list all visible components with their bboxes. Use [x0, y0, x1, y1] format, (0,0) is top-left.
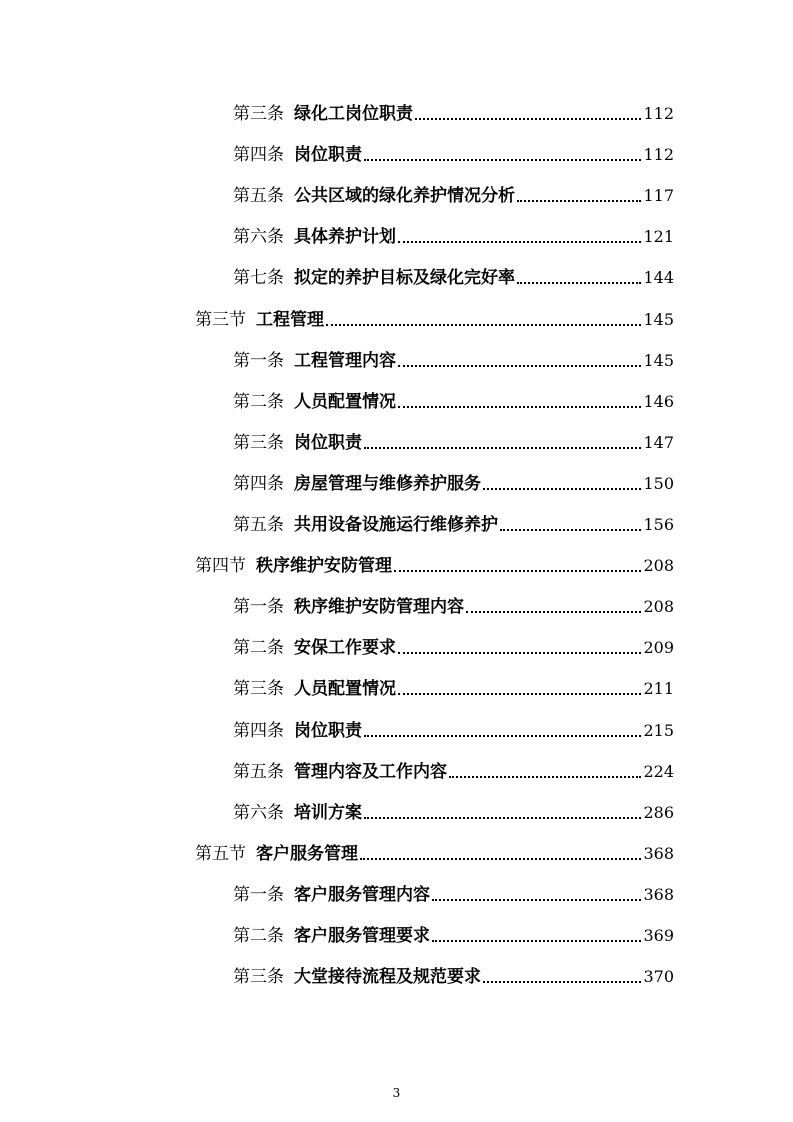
- toc-entry-number: 第四节: [195, 556, 246, 577]
- toc-leader-dots: [364, 447, 641, 449]
- toc-entry-page: 112: [643, 104, 674, 123]
- toc-entry-number: 第五条: [233, 515, 284, 535]
- toc-entry-label: [233, 596, 464, 618]
- toc-entry-page: 145: [643, 350, 674, 370]
- toc-entry[interactable]: [233, 919, 674, 947]
- toc-entry-page: 156: [643, 515, 674, 534]
- toc-entry-page: 208: [643, 597, 674, 617]
- toc-entry[interactable]: [233, 97, 674, 125]
- toc-entry-title: 秩序维护安防管理: [256, 556, 392, 577]
- toc-entry[interactable]: [233, 590, 674, 618]
- toc-leader-dots: [398, 365, 641, 367]
- toc-entry-title: 岗位职责: [294, 145, 362, 166]
- toc-entry-label: [233, 185, 515, 207]
- toc-entry-label: [195, 555, 392, 577]
- toc-entry-page: 369: [643, 926, 674, 945]
- toc-entry-title: 共用设备设施运行维修养护: [294, 515, 498, 535]
- toc-entry-label: [233, 514, 498, 536]
- toc-entry-page: 146: [643, 391, 674, 411]
- toc-entry-label: [233, 678, 396, 700]
- toc-entry-number: 第六条: [233, 802, 284, 823]
- toc-leader-dots: [415, 118, 641, 120]
- toc-entry-title: 具体养护计划: [294, 227, 396, 248]
- toc-entry-page: 147: [643, 432, 674, 452]
- toc-entry-title: 安保工作要求: [294, 638, 396, 659]
- toc-entry-label: [233, 144, 362, 166]
- toc-entry[interactable]: [233, 672, 674, 700]
- toc-entry-page: 209: [643, 638, 674, 658]
- toc-entry-number: 第一条: [233, 597, 284, 618]
- toc-entry-number: 第五条: [233, 186, 284, 207]
- toc-entry-label: [233, 720, 362, 742]
- toc-entry[interactable]: [233, 426, 674, 454]
- toc-entry-number: 第三条: [233, 967, 284, 988]
- toc-leader-dots: [483, 488, 641, 490]
- toc-entry[interactable]: [233, 755, 674, 783]
- toc-entry-title: 公共区域的绿化养护情况分析: [294, 186, 515, 207]
- toc-entry[interactable]: [233, 179, 674, 207]
- toc-entry[interactable]: [233, 138, 674, 166]
- toc-entry-page: 144: [643, 268, 674, 288]
- toc-entry[interactable]: [233, 714, 674, 742]
- toc-entry[interactable]: [233, 467, 674, 495]
- toc-entry-number: 第二条: [233, 638, 284, 659]
- toc-leader-dots: [364, 159, 641, 161]
- toc-entry-number: 第七条: [233, 268, 284, 289]
- toc-entry-title: 工程管理: [256, 309, 324, 330]
- toc-entry-label: [195, 843, 358, 865]
- toc-entry-page: 368: [643, 843, 674, 863]
- toc-entry-number: 第三条: [233, 679, 284, 700]
- toc-leader-dots: [466, 611, 641, 613]
- toc-entry-label: [233, 391, 396, 413]
- toc-entry-number: 第五节: [195, 843, 246, 864]
- toc-entry-label: [233, 350, 396, 372]
- toc-leader-dots: [394, 570, 641, 572]
- toc-entry-number: 第三条: [233, 432, 284, 453]
- toc-entry-number: 第一条: [233, 884, 284, 905]
- toc-entry-page: 150: [643, 473, 674, 493]
- toc-entry-title: 大堂接待流程及规范要求: [294, 967, 481, 988]
- toc-entry-number: 第三节: [195, 309, 246, 330]
- toc-entry[interactable]: [233, 631, 674, 659]
- toc-entry-title: 客户服务管理: [256, 843, 358, 864]
- toc-entry-page: 208: [643, 556, 674, 576]
- toc-entry-title: 绿化工岗位职责: [294, 104, 413, 124]
- toc-entry[interactable]: [233, 220, 674, 248]
- toc-leader-dots: [398, 652, 641, 654]
- toc-entry-number: 第四条: [233, 145, 284, 166]
- toc-entry[interactable]: [195, 837, 674, 865]
- toc-entry-title: 培训方案: [294, 802, 362, 823]
- toc-entry-page: 215: [643, 720, 674, 740]
- toc-entry-page: 224: [643, 761, 674, 781]
- page-number: 3: [392, 1086, 401, 1100]
- toc-entry-label: [233, 473, 481, 495]
- toc-entry-number: 第四条: [233, 473, 284, 494]
- toc-entry[interactable]: [233, 878, 674, 906]
- toc-entry-number: 第六条: [233, 227, 284, 248]
- toc-entry-label: [233, 637, 396, 659]
- toc-entry-title: 工程管理内容: [294, 350, 396, 371]
- toc-entry-label: [233, 761, 447, 783]
- toc-entry-title: 岗位职责: [294, 720, 362, 741]
- toc-leader-dots: [398, 693, 641, 695]
- toc-entry-page: 286: [643, 802, 674, 822]
- toc-entry-page: 117: [643, 186, 674, 206]
- toc-leader-dots: [483, 981, 641, 983]
- toc-leader-dots: [364, 817, 641, 819]
- toc-leader-dots: [500, 529, 641, 531]
- toc-entry-number: 第三条: [233, 104, 284, 124]
- toc-entry-title: 房屋管理与维修养护服务: [294, 473, 481, 494]
- toc-entry-label: [233, 966, 481, 988]
- toc-entry-number: 第四条: [233, 720, 284, 741]
- toc-entry-number: 第二条: [233, 391, 284, 412]
- toc-entry[interactable]: [233, 261, 674, 289]
- toc-entry-title: 管理内容及工作内容: [294, 761, 447, 782]
- toc-entry-page: 112: [643, 145, 674, 165]
- toc-entry-label: [233, 884, 430, 906]
- toc-entry-page: 145: [643, 309, 674, 329]
- toc-entry[interactable]: [233, 960, 674, 988]
- toc-entry[interactable]: [233, 796, 674, 824]
- toc-leader-dots: [517, 200, 641, 202]
- toc-entry[interactable]: [195, 303, 674, 331]
- toc-entry-title: 客户服务管理要求: [294, 926, 430, 946]
- toc-entry-title: 客户服务管理内容: [294, 884, 430, 905]
- toc-entry-title: 秩序维护安防管理内容: [294, 597, 464, 618]
- toc-entry-page: 370: [643, 967, 674, 987]
- toc-entry-page: 368: [643, 884, 674, 904]
- toc-entry-label: [233, 925, 430, 947]
- toc-entry-label: [233, 226, 396, 248]
- toc-leader-dots: [432, 940, 641, 942]
- toc-entry-page: 211: [643, 679, 674, 699]
- toc-entry-title: 拟定的养护目标及绿化完好率: [294, 268, 515, 289]
- toc-leader-dots: [517, 282, 641, 284]
- toc-entry[interactable]: [233, 344, 674, 372]
- toc-entry-number: 第五条: [233, 761, 284, 782]
- toc-leader-dots: [432, 899, 641, 901]
- toc-entry-title: 岗位职责: [294, 432, 362, 453]
- toc-leader-dots: [326, 324, 641, 326]
- toc-entry[interactable]: [195, 549, 674, 577]
- toc-entry-label: [233, 267, 515, 289]
- toc-leader-dots: [398, 241, 641, 243]
- toc-entry-title: 人员配置情况: [294, 391, 396, 412]
- toc-leader-dots: [364, 735, 641, 737]
- toc-entry-number: 第二条: [233, 926, 284, 946]
- toc-entry-label: [233, 103, 413, 125]
- toc-entry-title: 人员配置情况: [294, 679, 396, 700]
- toc-leader-dots: [360, 858, 641, 860]
- toc-leader-dots: [398, 406, 641, 408]
- toc-entry-label: [195, 309, 324, 331]
- toc-entry[interactable]: [233, 508, 674, 536]
- toc-entry-label: [233, 802, 362, 824]
- toc-entry-number: 第一条: [233, 350, 284, 371]
- toc-entry-label: [233, 432, 362, 454]
- toc-entry-page: 121: [643, 227, 674, 247]
- toc-leader-dots: [449, 776, 641, 778]
- toc-entry[interactable]: [233, 385, 674, 413]
